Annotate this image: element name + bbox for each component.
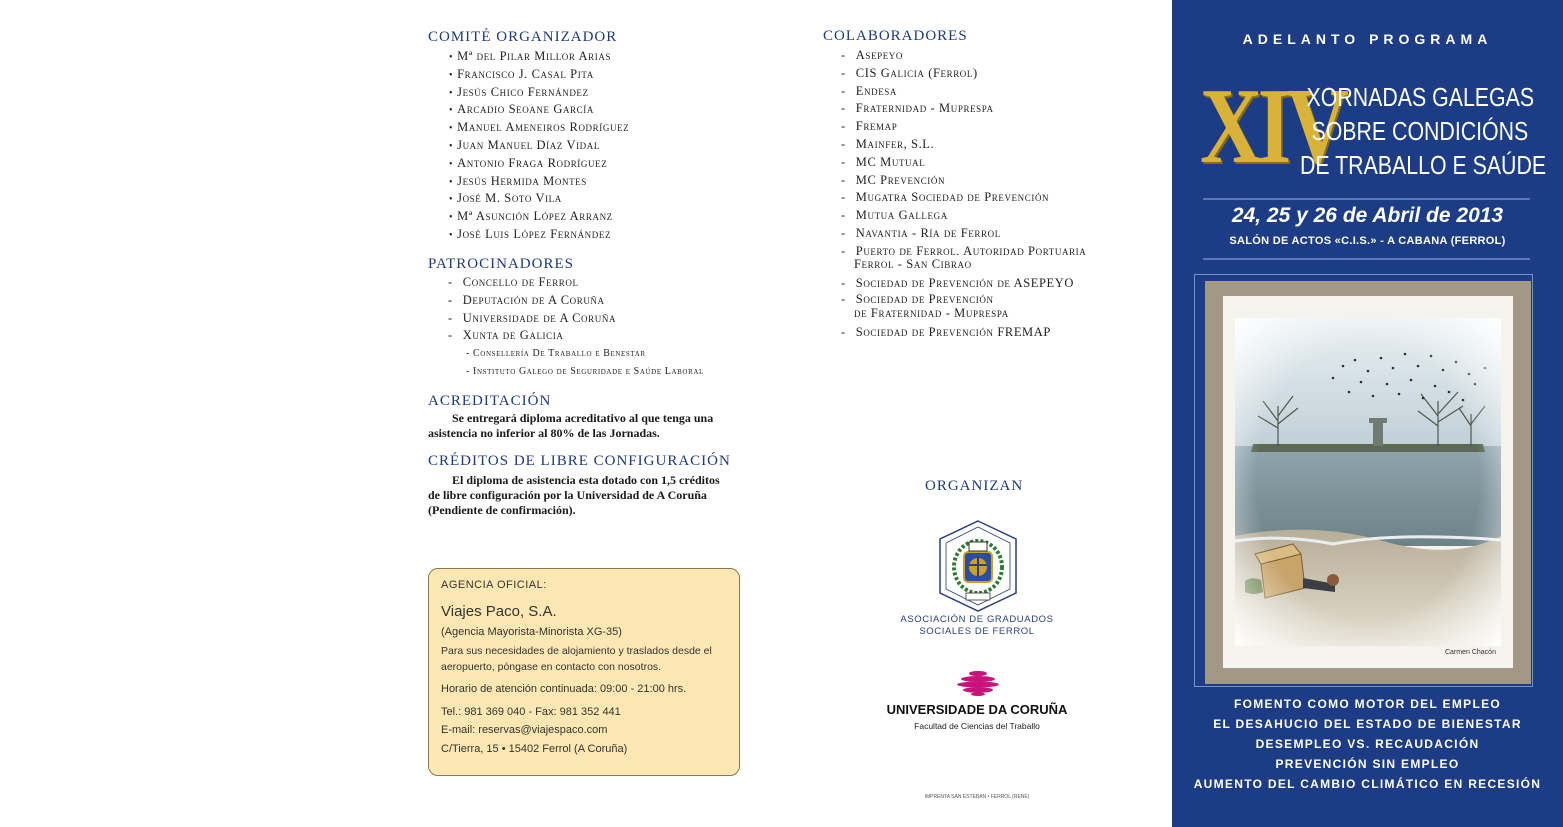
printer-credit: IMPRENTA SAN ESTEBAN • FERROL (RENE) bbox=[924, 794, 1030, 800]
list-item: - CIS Galicia (Ferrol) bbox=[841, 65, 1049, 83]
topic-item: DESEMPLEO VS. RECAUDACIÓN bbox=[1255, 737, 1480, 751]
association-name-line-2: SOCIALES DE FERROL bbox=[919, 626, 1035, 637]
frat-line-2: de Fraternidad - Muprespa bbox=[854, 305, 1009, 320]
cover-numeral: XIV bbox=[1200, 67, 1345, 186]
cover-title bbox=[1300, 80, 1547, 182]
list-item: - Mainfer, S.L. bbox=[841, 136, 1049, 154]
agency-desc-1: Para sus necesidades de alojamiento y traslados desde el bbox=[441, 645, 712, 657]
udc-faculty: Facultad de Ciencias del Traballo bbox=[914, 721, 1040, 731]
landscape-image-icon bbox=[1223, 296, 1513, 668]
colaboradores-list bbox=[841, 47, 1049, 243]
agency-address: C/Tierra, 15 • 15402 Ferrol (A Coruña) bbox=[441, 743, 628, 755]
colaboradores-heading: COLABORADORES bbox=[823, 28, 968, 44]
list-item: • Jesús Hermida Montes bbox=[449, 173, 629, 191]
asepeyo-soc-line: - Sociedad de Prevención de ASEPEYO bbox=[841, 276, 1074, 291]
list-item: • Arcadio Seoane García bbox=[449, 101, 629, 119]
agency-desc-2: aeropuerto, póngase en contacto con nosotros. bbox=[441, 661, 662, 673]
patrocinadores-heading: PATROCINADORES bbox=[428, 256, 574, 272]
agency-hours: Horario de atención continuada: 09:00 - 21:00 hrs. bbox=[441, 683, 687, 695]
list-item: • Juan Manuel Díaz Vidal bbox=[449, 137, 629, 155]
creditos-text bbox=[428, 473, 748, 518]
agency-name: Viajes Paco, S.A. bbox=[441, 603, 557, 620]
list-item: - Navantia - Ría de Ferrol bbox=[841, 225, 1049, 243]
comite-heading: COMITÉ ORGANIZADOR bbox=[428, 29, 618, 45]
agency-label: AGENCIA OFICIAL: bbox=[441, 579, 547, 591]
frat-line-1: - Sociedad de Prevención bbox=[841, 293, 1009, 307]
creditos-line-1: El diploma de asistencia esta dotado con 1,5 créditos bbox=[452, 473, 720, 487]
acreditacion-heading: ACREDITACIÓN bbox=[428, 393, 552, 409]
acreditacion-line-2: asistencia no inferior al 80% de las Jornadas. bbox=[428, 426, 660, 440]
puerto-line-1: - Puerto de Ferrol. Autoridad Portuaria bbox=[841, 245, 1086, 258]
cover-venue: SALÓN DE ACTOS «C.I.S.» - A CABANA (FERROL) bbox=[1229, 235, 1506, 247]
colaborador-fraternidad-soc bbox=[841, 293, 1009, 320]
cover-title-line-2: SOBRE CONDICIÓNS bbox=[1311, 116, 1529, 146]
cover-title-line-1: XORNADAS GALEGAS bbox=[1306, 82, 1535, 112]
creditos-line-2: de libre configuración por la Universidad de A Coruña bbox=[428, 488, 707, 502]
association-name-line-1: ASOCIACIÓN DE GRADUADOS bbox=[900, 614, 1054, 625]
topic-item: AUMENTO DEL CAMBIO CLIMÁTICO EN RECESIÓN bbox=[1193, 777, 1542, 791]
creditos-heading: CRÉDITOS DE LIBRE CONFIGURACIÓN bbox=[428, 453, 731, 469]
acreditacion-line-1: Se entregará diploma acreditativo al que tenga una bbox=[452, 411, 714, 425]
cover-dates: 24, 25 y 26 de Abril de 2013 bbox=[1231, 204, 1504, 227]
list-item: • Mª del Pilar Millor Arias bbox=[449, 48, 629, 66]
topic-item: EL DESAHUCIO DEL ESTADO DE BIENESTAR bbox=[1213, 717, 1522, 731]
agency-box bbox=[428, 568, 740, 776]
list-item: • Manuel Ameneiros Rodríguez bbox=[449, 119, 629, 137]
puerto-line-2: Ferrol - San Cibrao bbox=[854, 257, 972, 271]
list-item: - Xunta de Galicia bbox=[448, 327, 704, 345]
association-name bbox=[880, 614, 1074, 638]
colaborador-puerto bbox=[841, 245, 1086, 271]
colaborador-asepeyo-soc bbox=[841, 276, 1074, 291]
udc-logo-icon bbox=[955, 670, 1001, 696]
list-item: • Mª Asunción López Arranz bbox=[449, 208, 629, 226]
organizan-heading: ORGANIZAN bbox=[925, 478, 1024, 494]
list-item: - Fraternidad - Muprespa bbox=[841, 100, 1049, 118]
cover-divider bbox=[1203, 258, 1530, 260]
cover-topics bbox=[1172, 694, 1563, 794]
udc-name: UNIVERSIDADE DA CORUÑA bbox=[886, 702, 1068, 717]
cover-divider bbox=[1203, 198, 1530, 200]
cover-kicker: ADELANTO PROGRAMA bbox=[1242, 31, 1493, 47]
list-item: - Mugatra Sociedad de Prevención bbox=[841, 189, 1049, 207]
list-item: - Asepeyo bbox=[841, 47, 1049, 65]
fremap-soc-line: - Sociedad de Prevención FREMAP bbox=[841, 325, 1051, 340]
patrocinadores-list bbox=[448, 274, 704, 381]
list-item: - Deputación de A Coruña bbox=[448, 292, 704, 310]
list-item: - MC Mutual bbox=[841, 154, 1049, 172]
topic-item: FOMENTO COMO MOTOR DEL EMPLEO bbox=[1233, 697, 1502, 711]
list-subitem: - Consellería De Traballo e Benestar bbox=[466, 348, 646, 360]
list-item: - Endesa bbox=[841, 83, 1049, 101]
list-item: • José Luis López Fernández bbox=[449, 226, 629, 244]
list-item: • Francisco J. Casal Pita bbox=[449, 66, 629, 84]
list-item: - Concello de Ferrol bbox=[448, 274, 704, 292]
list-item: • Antonio Fraga Rodríguez bbox=[449, 155, 629, 173]
cover-title-line-3: DE TRABALLO E SAÚDE bbox=[1300, 150, 1547, 180]
colaborador-fremap-soc bbox=[841, 325, 1051, 340]
topic-item: PREVENCIÓN SIN EMPLEO bbox=[1275, 757, 1460, 771]
list-subitem: - Instituto Galego de Seguridade e Saúde Laboral bbox=[466, 365, 704, 377]
acreditacion-text bbox=[428, 411, 744, 441]
agency-email[interactable]: E-mail: reservas@viajespaco.com bbox=[441, 724, 608, 736]
list-item: - Fremap bbox=[841, 118, 1049, 136]
agency-type: (Agencia Mayorista-Minorista XG-35) bbox=[441, 626, 622, 638]
association-crest-icon bbox=[936, 519, 1020, 613]
agency-phone: Tel.: 981 369 040 - Fax: 981 352 441 bbox=[441, 706, 621, 718]
list-item: • Jesús Chico Fernández bbox=[449, 84, 629, 102]
list-item: - Mutua Gallega bbox=[841, 207, 1049, 225]
list-item: - Universidade de A Coruña bbox=[448, 310, 704, 328]
creditos-line-3: (Pendiente de confirmación). bbox=[428, 503, 576, 517]
comite-list bbox=[449, 48, 629, 244]
list-item: • José M. Soto Vila bbox=[449, 190, 629, 208]
list-item: - MC Prevención bbox=[841, 172, 1049, 190]
cover-photo bbox=[1223, 296, 1513, 668]
photo-credit: Carmen Chacón bbox=[1445, 649, 1496, 656]
